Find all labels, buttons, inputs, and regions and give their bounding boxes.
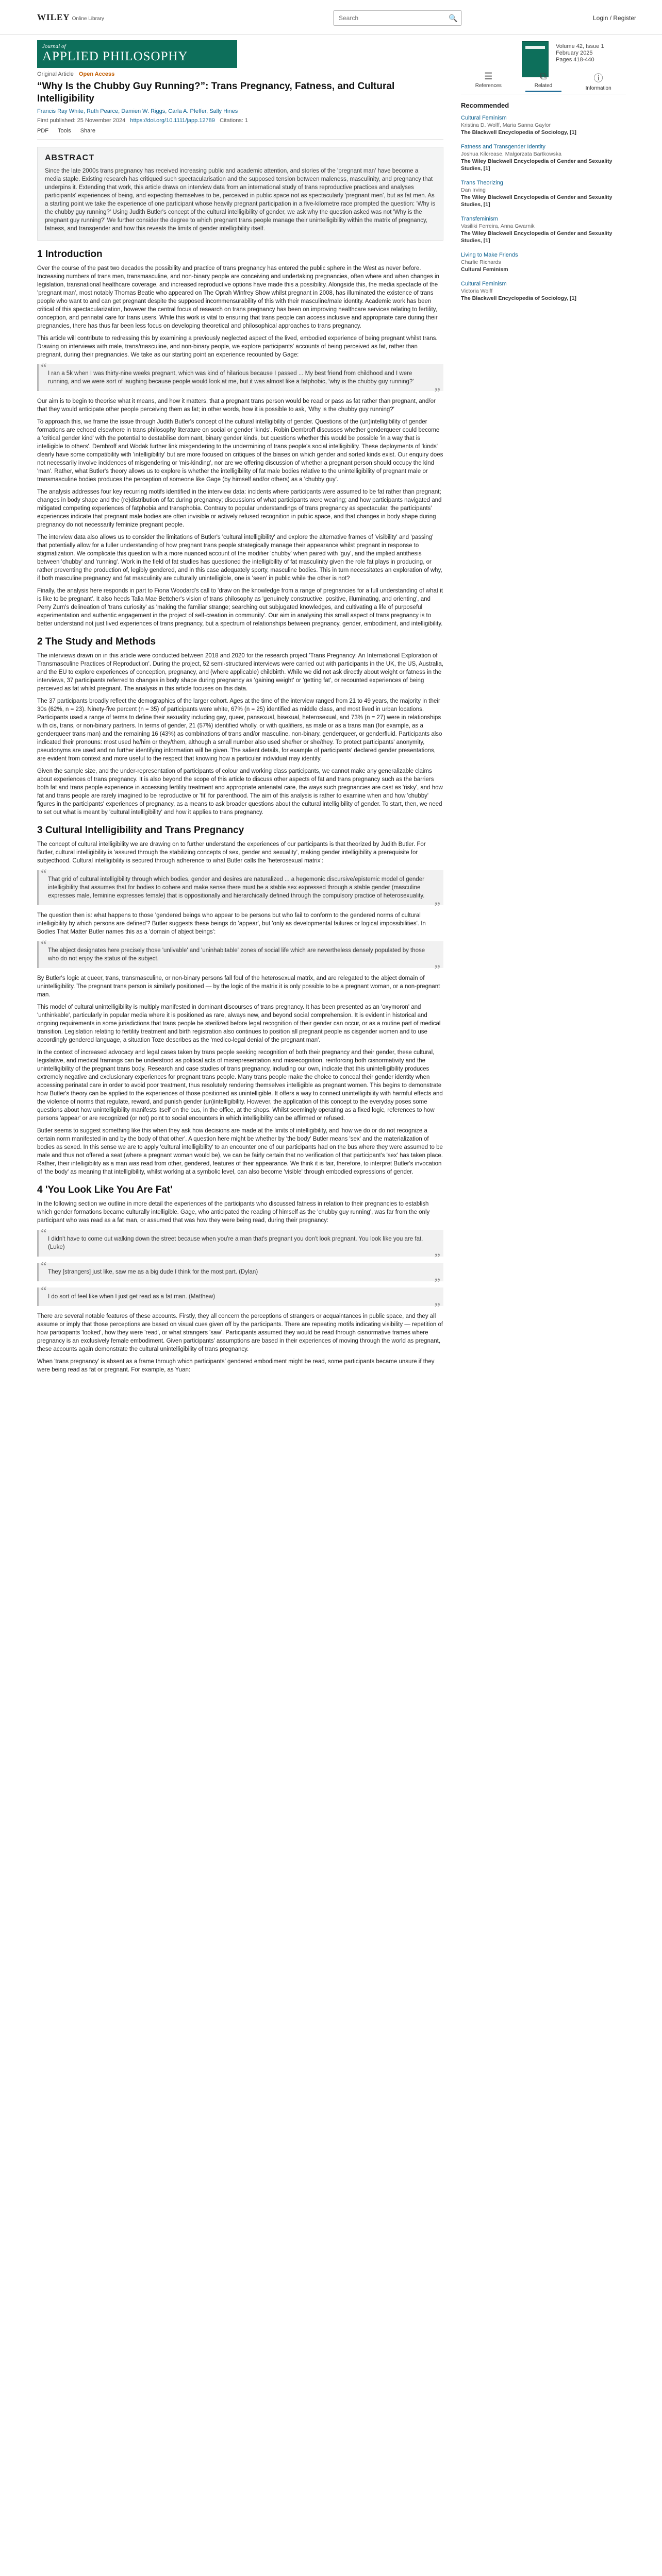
paragraph: Given the sample size, and the under-representation of participants of colour and working class participants, we cannot make any generalizable claims about experiences of trans pregnancy. It is also beyond the scope of this article to discuss other aspects of fat and trans pregnancy such as the barriers both fat and trans people experience in accessing fertility treatment and appropriate antenatal care, the ways such pregnancies are cast as 'risky', and how fat and trans people are rarely imagined to be reproductive or 'fit' for parenthood. The aim of this analysis is rather to examine when and how 'chubby' figures in the participants' experiences of pregnancy, as a means to ask broader questions about the cultural intelligibility of gender. To start, then, we need to set out what is meant by 'cultural intelligibility' and how it applies to trans pregnancy. bbox=[37, 768, 443, 816]
search-icon[interactable]: 🔍 bbox=[448, 13, 459, 23]
tab-related[interactable]: ⧉ Related bbox=[525, 71, 561, 92]
section-heading: 2 The Study and Methods bbox=[37, 636, 156, 647]
recommended-item[interactable]: Trans Theorizing Dan Irving The Wiley Blackwell Encyclopedia of Gender and Sexuality Studies, [1] bbox=[461, 180, 613, 208]
article-main bbox=[37, 71, 443, 1378]
paragraph: When 'trans pregnancy' is absent as a frame through which participants' gendered embodiment might be read, some participants became unsure if they were being read as fat or pregnant. For example, as Yuan: bbox=[37, 1359, 435, 1373]
open-access-badge: Open Access bbox=[78, 71, 115, 77]
paragraph: In the context of increased advocacy and legal cases taken by trans people seeking recognition of both their pregnancy and their gender, these cultural, legislative, and medical framings can be understood as political acts of misrepresentation and misrecognition, reinforcing both cisnormativity and the unintelligibility of the pregnant trans body. Research and case studies of trans pregnancy, including our own, indicate that this unintelligibility produces extremely negative and exclusionary experiences for pregnant trans people. Many trans people make the choice to conceal their gender identity when accessing perinatal care in order to avoid poor treatment, thus resolutely rendering themselves intelligible as pregnant women. This begins to demonstrate how Butler's theory can be applied to the experiences of those positioned as unintelligible. It offers a way to connect unintelligibility with harmful effects and the violence of norms that regulate, reward, and punish gender (un)intelligibility. However, the application of this concept to the everyday poses some questions about how unintelligibility manifests itself on the bus, in the office, at the shops. Whilst seemingly operating as a fixed logic, references to how persons 'appear' or are recognized (or not) point to social encounters in which intelligibility can be affirmed or refused. bbox=[37, 1049, 443, 1122]
sidebar-tabs bbox=[461, 71, 626, 94]
author-list[interactable]: Francis Ray White, Ruth Pearce, Damien W. Riggs, Carla A. Pfeffer, Sally Hines bbox=[37, 108, 238, 114]
doi-link[interactable]: https://doi.org/10.1111/japp.12789 bbox=[130, 117, 215, 124]
paragraph: There are several notable features of these accounts. Firstly, they all concern the perceptions of strangers or acquaintances in public space, and they all assume or imply that those perceptions are based on visual cues given off by the participants. There are repeating motifs indicating visibility — repetition of how participants 'looked', how they were 'read', or what strangers 'saw'. Participants assumed they would be read through cisnormative frames where pregnancy is an exclusively female embodiment. Given participants' assumptions are based in their experiences of moving through the world as pregnant, these accounts again demonstrate the cultural unintelligibility of trans pregnancy. bbox=[37, 1313, 443, 1352]
tools-button[interactable]: Tools bbox=[58, 128, 71, 134]
paragraph: This model of cultural unintelligibility is multiply manifested in dominant discourses of trans pregnancy. It has been presented as an 'oxymoron' and 'unthinkable', particularly in popular media where it is positioned as rare, always new, and beyond social comprehension. It is evident in historical and ongoing requirements in some jurisdictions that trans people be sterilized before legal recognition of their gender can occur, or as a routine part of medical transition. Legislation relating to fertility treatment and birth registration also continues to position all pregnant people as cisgender women and to use accordingly gendered language, a situation Toze describes as the 'medico-legal denial of the pregnant man'. bbox=[37, 1004, 441, 1043]
paragraph: Our aim is to begin to theorise what it means, and how it matters, that a pregnant trans person would be read or pass as fat rather than pregnant, and/or that they would anticipate other people perceiving them as fat; in other words, how it is possible to ask, 'Why is the chubby guy running?' bbox=[37, 398, 436, 413]
block-quote: “ I do sort of feel like when I just get read as a fat man. (Matthew) ” bbox=[37, 1287, 443, 1306]
publication-info: First published: 25 November 2024 https://doi.org/10.1111/japp.12789 Citations: 1 bbox=[37, 117, 249, 124]
recommended-item[interactable]: Cultural Feminism Victoria Wolff The Blackwell Encyclopedia of Sociology, [1] bbox=[461, 281, 576, 301]
login-link[interactable]: Login / Register bbox=[593, 14, 637, 22]
references-icon: ☰ bbox=[484, 71, 493, 81]
right-sidebar bbox=[461, 71, 626, 309]
abstract-box bbox=[37, 147, 443, 241]
paragraph: By Butler's logic at queer, trans, transmasculine, or non-binary persons fall foul of the heterosexual matrix, and are relegated to the abject domain of unintelligibility. The pregnant trans person is similarly positioned — by the logic of the matrix it is only possible to be a pregnant woman, or a non-pregnant man. bbox=[37, 975, 440, 998]
recommended-item[interactable]: Fatness and Transgender Identity Joshua Kilcrease, Małgorzata Bartkowska The Wiley Blackwell Encyclopedia of Gender and Sexuality Studies, [1] bbox=[461, 144, 613, 172]
section-heading: 1 Introduction bbox=[37, 249, 103, 260]
top-header bbox=[0, 0, 662, 35]
recommended-heading: Recommended bbox=[461, 101, 509, 109]
paragraph: The interviews drawn on in this article were conducted between 2018 and 2020 for the research project 'Trans Pregnancy: An International Exploration of Transmasculine Practices of Reproduction'. During the project, 52 semi-structured interviews were carried out with participants in the UK, the US, Australia, and the EU to explore experiences of conception, pregnancy, and (where applicable) childbirth. While we did not ask directly about weight or fatness in the interviews, 37 participants referred to changes in body shape during pregnancy as 'gaining weight' or 'getting fat', or recounted experiences of being perceived as fat whilst pregnant. The analysis in this article focuses on this data. bbox=[37, 653, 443, 692]
section-heading: 4 'You Look Like You Are Fat' bbox=[37, 1184, 173, 1195]
paragraph: The question then is: what happens to those 'gendered beings who appear to be persons but who fail to conform to the gendered norms of cultural intelligibility by which persons are defined'? Butler suggests these beings do 'appear', but 'only as developmental failures or logical impossibilities'. In Bodies That Matter Butler names this as a 'domain of abject beings': bbox=[37, 912, 426, 935]
related-icon: ⧉ bbox=[540, 71, 547, 81]
article-type: Original Article Open Access bbox=[37, 71, 115, 77]
tab-information[interactable]: ⓘ Information bbox=[581, 71, 617, 92]
journal-banner[interactable]: Journal of APPLIED PHILOSOPHY bbox=[37, 40, 237, 68]
abstract-heading: ABSTRACT bbox=[45, 154, 94, 162]
paragraph: Over the course of the past two decades the possibility and practice of trans pregnancy has entered the public sphere in the West as never before. Increasing numbers of trans men, transmasculine, and non-binary people are conceiving and undertaking pregnancies, often where and when changes in legislation, transnational healthcare coverage, and increased reproductive options have made this a possibility. Alongside this, the media spectacle of the 'pregnant man', most notably Thomas Beatie who appeared on The Oprah Winfrey Show whilst pregnant in 2008, has illuminated the existence of trans people who want to and can get pregnant despite the supposed incommensurability of this with their masculine/male identity. Academic work has been critical of this spectacularization, however the central focus of research on trans pregnancy has been on improving healthcare services relating to fertility, conception, and perinatal care for trans users. While this work is vital to ensuring that trans people can access inclusive and appropriate care during their pregnancies, there has thus far been less focus on developing theoretical and philosophical approaches to trans pregnancy. bbox=[37, 265, 439, 329]
pdf-button[interactable]: PDF bbox=[37, 128, 48, 134]
block-quote: “ The abject designates here precisely those 'unlivable' and 'uninhabitable' zones of social life which are nevertheless densely populated by those who do not enjoy the status of the subject. ” bbox=[37, 941, 443, 968]
paragraph: The 37 participants broadly reflect the demographics of the larger cohort. Ages at the time of the interview ranged from 21 to 49 years, the majority in their 30s (62%, n = 23). Ninety-five percent (n = 35) of participants were white, 67% (n = 25) identified as middle class, and most lived in urban locations. Participants used a range of terms to define their sexuality including gay, queer, pansexual, bisexual, heterosexual, and 73% (n = 27) were in relationships with cis, trans, or non-binary partners. In terms of gender, 21 (57%) identified wholly, or with qualifiers, as male or as a trans man (for example, as a genderqueer trans man) and the remaining 16 (43%) as combinations of trans and/or masculine, non-binary, genderqueer, or genderfluid. Participants also indicated their pronouns: most used he/him or they/them, although a small number also used she/her or she/they. To protect participants' anonymity, pseudonyms are used and no further identifying information will be given. The salient details, for example of participants' declared gender presentations, are evident from context and more useful to the respect that knowing how a particular individual may identify. bbox=[37, 698, 442, 762]
paragraph: Butler seems to suggest something like this when they ask how decisions are made at the limits of intelligibility, and 'how we do or do not recognize a certain norm manifested in and by the body of that other'. A question here might be whether by 'the body' Butler means 'sex' and the materialization of bodies as sexed. In this sense we are to apply 'cultural intelligibility' to an encounter one of our participants had on the bus where they were assumed to be male and thus not offered a seat (where a pregnant woman would be), we can be fairly certain that no verification of that participant's 'sex' has taken place. Rather, their intelligibility as a man was read from other, gendered, features of their appearance. We think it is fair, therefore, to interpret Butler's invocation of 'the body' as meaning that intelligibility, whilst working at a symbolic level, can also become 'visible' through embodied expressions of gender. bbox=[37, 1128, 443, 1175]
info-icon: ⓘ bbox=[593, 73, 603, 83]
paragraph: The concept of cultural intelligibility we are drawing on to further understand the experiences of our participants is that theorized by Judith Butler. For Butler, cultural intelligibility is 'assured through the stabilizing concepts of sex, gender and sexuality', making gender intelligibility a prerequisite for subjecthood. Cultural intelligibility is secured through adherence to what Butler calls the 'heterosexual matrix': bbox=[37, 841, 426, 864]
article-title: “Why Is the Chubby Guy Running?”: Trans Pregnancy, Fatness, and Cultural Intelligibility bbox=[37, 81, 395, 104]
recommended-item[interactable]: Living to Make Friends Charlie Richards Cultural Feminism bbox=[461, 252, 518, 273]
paragraph: The interview data also allows us to consider the limitations of Butler's 'cultural intelligibility' and explore the alternative frames of 'visibility' and 'passing' that potentially allow for a fuller understanding of how pregnant trans people strategically manage their appearance whilst pregnant in response to stigmatization. We complicate this question with a more nuanced account of the modifier 'chubby' when paired with 'guy', and the implied antithesis between 'chubby' and 'running'. Work in the field of fat studies has questioned the intelligibility of fat masculinity given the role fat plays in producing, or rather preventing the production of, legibly gendered, and in this case adequately sporty, masculine bodies. This in turn necessitates an exploration of why, if both masculine pregnancy and fat masculinity are culturally unintelligible, one is 'seen' in public while the other is not? bbox=[37, 534, 442, 582]
search-input[interactable] bbox=[333, 10, 462, 26]
paragraph: To approach this, we frame the issue through Judith Butler's concept of the cultural intelligibility of gender. Questions of the (un)intelligibility of gender formations are echoed elsewhere in trans philosophy literature on social or gender 'kinds'. Robin Dembroff discusses whether genderqueer could become a 'critical gender kind' with the potential to destabilise dominant, binary gender kinds, but questions whether this would be possible 'in a way that is intelligible to others'. Dembroff and Wodak further link misgendering to the undermining of trans people's social intelligibility. These deployments of 'kinds' clearly have some compatibility with 'intelligibility' but are more focused on critiques of the biases on which gender and sorted kinds exist. Our enquiry does not necessarily involve incidences of misgendering or 'mis-kinding', nor are we offering discussion of whether a pregnant person should occupy the kind 'man'. Rather, what Butler's theory allows us to explore is whether the intelligibility of fat male bodies relative to the unintelligibility of pregnant male or transmasculine bodies produces the perception of someone like Gage (by himself and/or others) as a 'chubby guy'. bbox=[37, 419, 443, 483]
paragraph: Finally, the analysis here responds in part to Fiona Woodard's call to 'draw on the knowledge from a range of pregnancies for a full understanding of what it is like to be pregnant'. It also heeds Talia Mae Bettcher's vision of trans philosophy as 'genuinely constructive, positive, illuminating, and orienting', and Perry Zurn's delineation of 'trans curiosity' as 'making the familiar strange; searching out subjugated knowledges, and cultivating a life of purposeful experimentation and authentic engagement in the project of self-creation in community'. Our aim in analysing this small aspect of trans pregnancy is to better understand not just lived experiences of trans pregnancy, but a spectrum of relationships between pregnancy, gender, embodiment, and intelligibility. bbox=[37, 588, 443, 627]
block-quote: “ I ran a 5k when I was thirty-nine weeks pregnant, which was kind of hilarious because I passed ... My best friend from childhood and I were running, and we were sort of laughing because people would look at me, but it was almost like a fatphobic, 'why is the chubby guy running?' ” bbox=[37, 364, 443, 391]
paragraph: The analysis addresses four key recurring motifs identified in the interview data: incidents where participants were assumed to be fat rather than pregnant; changes in body shape and the (re)distribution of fat during pregnancy; discussions of what participants were wearing; and how participants navigated and mitigated competing experiences of fatphobia and transphobia. Contrary to popular understandings of trans pregnancy as spectacular, the participants' experiences indicate that pregnant male bodies are often invisible or actively refused recognition in public space, and that changes in body shape during pregnancy do not necessarily feminize pregnant people. bbox=[37, 489, 442, 528]
section-heading: 3 Cultural Intelligibility and Trans Pregnancy bbox=[37, 825, 244, 836]
issue-info: Volume 42, Issue 1 February 2025 Pages 418-440 bbox=[556, 43, 604, 63]
citation-count: Citations: 1 bbox=[220, 117, 249, 124]
block-quote: “ That grid of cultural intelligibility through which bodies, gender and desires are naturalized ... a hegemonic discursive/epistemic model of gender intelligibility that assumes that for bodies to cohere and make sense there must be a stable sex expressed through a stable gender (masculine expresses male, feminine expresses female) that is oppositionally and hierarchically defined through the compulsory practice of heterosexuality. ” bbox=[37, 870, 443, 905]
article-actions bbox=[37, 128, 443, 140]
abstract-text: Since the late 2000s trans pregnancy has received increasing public and academic attention, and stories of the 'pregnant man' have become a media staple. Existing research has critiqued such spectacularisation and the supposed tension between maleness, masculinity, and pregnancy that underpins it. Extending that work, this article draws on interview data from an international study of trans reproductive practices and analyses participants' experiences of being, and expecting themselves to be, perceived in public space not as spectacularly 'pregnant men', but as fat men. As a starting point we take the experience of one participant whose heavily pregnant participation in a five-kilometre race prompted the question: 'Why is the chubby guy running?' Using Judith Butler's concept of the cultural intelligibility of gender, we ask why the question asked was not 'Why is the pregnant guy running?' We further consider the degree to which pregnant trans people manage their unintelligibility within the matrix of pregnancy, fatness, and transgender and how this reveals the limits of gender intelligibility itself. bbox=[45, 168, 436, 232]
wiley-logo[interactable]: WILEY Online Library bbox=[37, 12, 104, 22]
share-button[interactable]: Share bbox=[80, 128, 96, 134]
recommended-item[interactable]: Transfeminism Vasiliki Ferreira, Anna Gwarnik The Wiley Blackwell Encyclopedia of Gender and Sexuality Studies, [1] bbox=[461, 216, 613, 244]
paragraph: This article will contribute to redressing this by examining a previously neglected aspect of the lived, embodied experience of being pregnant whilst trans. Drawing on interviews with male, trans/masculine, and non-binary people, we explore participants' accounts of being perceived as fat, rather than pregnant, during their pregnancies. We take as our starting point an experience recounted by Gage: bbox=[37, 335, 438, 358]
tab-references[interactable]: ☰ References bbox=[470, 71, 506, 92]
paragraph: In the following section we outline in more detail the experiences of the participants who discussed fatness in relation to their pregnancies to establish which gender formations became culturally intelligible. Gage, who anticipated the reading of himself as the 'chubby guy running', was far from the only participant who was read as a fat man, or assumed that was how they were being read, during their pregnancy: bbox=[37, 1201, 430, 1224]
block-quote: “ They [strangers] just like, saw me as a big dude I think for the most part. (Dylan) ” bbox=[37, 1263, 443, 1281]
recommended-item[interactable]: Cultural Feminism Kristina D. Wolff, Maria Sanna Gaylor The Blackwell Encyclopedia of Sociology, [1] bbox=[461, 115, 576, 135]
block-quote: “ I didn't have to come out walking down the street because when you're a man that's pregnant you don't look pregnant. You look like you are fat. (Luke) ” bbox=[37, 1230, 443, 1257]
